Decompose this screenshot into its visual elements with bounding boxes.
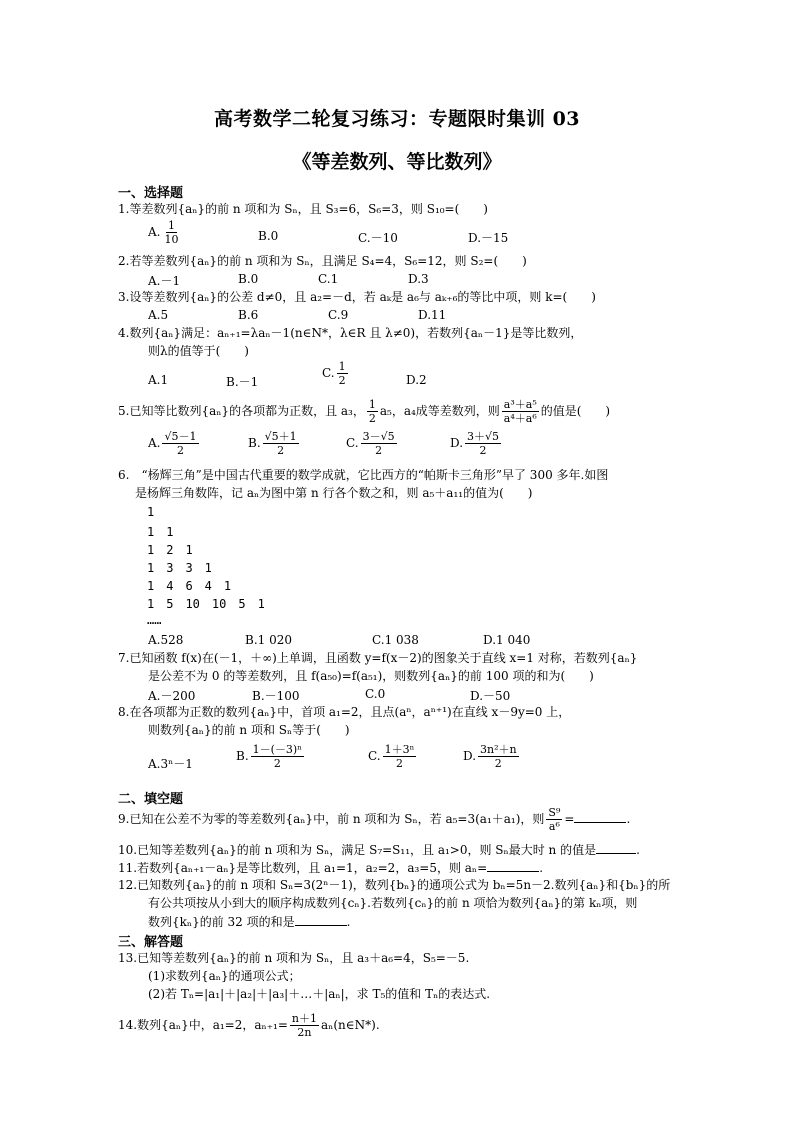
q12-stem-line3: 数列{kₙ}的前 32 项的和是 . (148, 915, 351, 929)
q2-option-c: C.1 (318, 272, 339, 286)
q13-stem: 13.已知等差数列{aₙ}的前 n 项和为 Sₙ，且 a₃＋a₆=4，S₅=－5. (118, 951, 470, 965)
yanghui-row-6: 1 5 10 10 5 1 (147, 597, 265, 611)
section-fill: 二、填空题 (118, 792, 184, 807)
q9-answer-blank[interactable] (574, 811, 626, 823)
q7-option-c: C.0 (365, 687, 386, 701)
q8-option-b: B. $\frac{\text{1－(－3)ⁿ}}{2}$ (236, 743, 302, 770)
section-choice: 一、选择题 (118, 186, 184, 201)
page-subtitle: 《等差数列、等比数列》 (292, 151, 502, 173)
q6-option-c: C.1 038 (372, 633, 419, 647)
q7-option-a: A.－200 (148, 689, 196, 703)
yanghui-row-1: 1 (147, 505, 155, 519)
q5-option-d: D. $\frac{3+√5}{2}$ (450, 430, 500, 457)
q6-option-a: A.528 (148, 633, 184, 647)
q5-option-b: B. $\frac{√5+1}{2}$ (248, 430, 297, 457)
q11-answer-blank[interactable] (487, 860, 539, 872)
q12-stem-line1: 12.已知数列{aₙ}的前 n 项和 Sₙ=3(2ⁿ－1)，数列{bₙ}的通项公式为 bₙ=5n－2.数列{aₙ}和{bₙ}的所 (118, 878, 671, 892)
q6-option-d: D.1 040 (483, 633, 531, 647)
q4-option-c: C. $\frac{1}{2}$ (322, 360, 346, 387)
q1-option-d: D.－15 (468, 231, 509, 245)
q4-stem-line1: 4.数列{aₙ}满足：aₙ₊₁=λaₙ－1(n∈N*，λ∈R 且 λ≠0)，若数列{aₙ－1}是等比数列， (118, 326, 583, 340)
q5-option-a: A. $\frac{√5-1}{2}$ (148, 430, 197, 457)
q7-stem-line1: 7.已知函数 f(x)在(－1，＋∞)上单调，且函数 y=f(x－2)的图象关于直线 x=1 对称，若数列{aₙ} (118, 651, 638, 665)
q7-option-b: B.－100 (252, 689, 300, 703)
q7-option-d: D.－50 (470, 689, 511, 703)
yanghui-row-2: 1 1 (147, 525, 174, 539)
q2-option-d: D.3 (408, 272, 429, 286)
q2-stem: 2.若等差数列{aₙ}的前 n 项和为 Sₙ，且满足 S₄=4，S₆=12，则 S₂=( ) (118, 254, 527, 268)
q12-stem-line2: 有公共项按从小到大的顺序构成数列{cₙ}.若数列{cₙ}的前 n 项恰为数列{aₙ}的第 kₙ项，则 (148, 896, 638, 910)
q7-stem-line2: 是公差不为 0 的等差数列，且 f(a₅₀)=f(a₅₁)，则数列{aₙ}的前 100 项的和为( ) (148, 669, 594, 683)
q8-option-d: D. $\frac{\text{3n²＋n}}{2}$ (463, 743, 517, 770)
q3-option-a: A.5 (148, 308, 169, 322)
q6-stem-line1: 6. “杨辉三角”是中国古代重要的数学成就，它比西方的“帕斯卡三角形”早了 300 多年.如图 (118, 468, 609, 482)
q1-option-a: A. $\frac{1}{10}$ (148, 219, 179, 246)
q1-stem: 1.等差数列{aₙ}的前 n 项和为 Sₙ，且 S₃=6，S₆=3，则 S₁₀=( ) (118, 202, 488, 216)
q3-stem: 3.设等差数列{aₙ}的公差 d≠0，且 a₂=－d，若 aₖ是 a₆与 aₖ₊₆的等比中项，则 k=( ) (118, 290, 596, 304)
yanghui-row-5: 1 4 6 4 1 (147, 579, 232, 593)
page-title: 高考数学二轮复习练习：专题限时集训 03 (213, 108, 581, 130)
q1-option-c: C.－10 (358, 231, 398, 245)
q10-answer-blank[interactable] (596, 842, 636, 854)
q8-option-a: A.3ⁿ－1 (148, 757, 193, 771)
q4-option-b: B.－1 (226, 375, 259, 389)
q13-part1: (1)求数列{aₙ}的通项公式； (148, 969, 301, 983)
section-answer: 三、解答题 (118, 935, 184, 950)
q3-option-d: D.11 (418, 308, 447, 322)
q8-stem-line2: 则数列{aₙ}的前 n 项和 Sₙ等于( ) (148, 723, 350, 737)
q13-part2: (2)若 Tₙ=|a₁|＋|a₂|＋|a₃|＋…＋|aₙ|，求 T₅的值和 Tₙ的表达式. (148, 987, 491, 1001)
q1-option-b: B.0 (258, 229, 279, 243)
q4-option-a: A.1 (148, 373, 169, 387)
yanghui-row-4: 1 3 3 1 (147, 561, 212, 575)
q4-option-d: D.2 (406, 373, 427, 387)
yanghui-row-3: 1 2 1 (147, 543, 193, 557)
q12-answer-blank[interactable] (295, 914, 347, 926)
q6-stem-line2: 是杨辉三角数阵，记 aₙ为图中第 n 行各个数之和，则 a₅＋a₁₁的值为( ) (135, 486, 533, 500)
q2-option-b: B.0 (238, 272, 259, 286)
q10-stem: 10.已知等差数列{aₙ}的前 n 项和为 Sₙ，满足 S₇=S₁₁，且 a₁>0，则 Sₙ最大时 n 的值是 . (118, 843, 640, 857)
q3-option-c: C.9 (328, 308, 349, 322)
q2-option-a: A.－1 (148, 274, 181, 288)
q8-stem-line1: 8.在各项都为正数的数列{aₙ}中，首项 a₁=2，且点(aⁿ，aⁿ⁺¹)在直线 x－9y=0 上， (118, 705, 571, 719)
q11-stem: 11.若数列{aₙ₊₁－aₙ}是等比数列，且 a₁=1，a₂=2，a₃=5，则 aₙ= . (118, 861, 544, 875)
q5-option-c: C. $\frac{3-√5}{2}$ (346, 430, 395, 457)
yanghui-row-ellipsis: …… (147, 613, 162, 627)
q9-stem: 9.已知在公差不为零的等差数列{aₙ}中，前 n 项和为 Sₙ，若 a₅=3(a₁＋a₁)，则 $\frac{\text{S⁹}}{\text{a⁶}}$ = . (118, 806, 631, 833)
q5-stem: 5.已知等比数列{aₙ}的各项都为正数，且 a₃， $\frac{1}{2}$ a₅，a₄成等差数列，则 $\frac{\text{a³＋a⁵}}{\text{a⁴＋a⁶}}$ 的值是( ) (118, 398, 611, 425)
q6-option-b: B.1 020 (245, 633, 292, 647)
q4-stem-line2: 则λ的值等于( ) (148, 344, 249, 358)
q14-stem: 14.数列{aₙ}中，a₁=2，aₙ₊₁= $\frac{n+1}{2n}$ aₙ(n∈N*). (118, 1012, 380, 1039)
q8-option-c: C. $\frac{\text{1＋3ⁿ}}{2}$ (368, 743, 415, 770)
q3-option-b: B.6 (238, 308, 259, 322)
